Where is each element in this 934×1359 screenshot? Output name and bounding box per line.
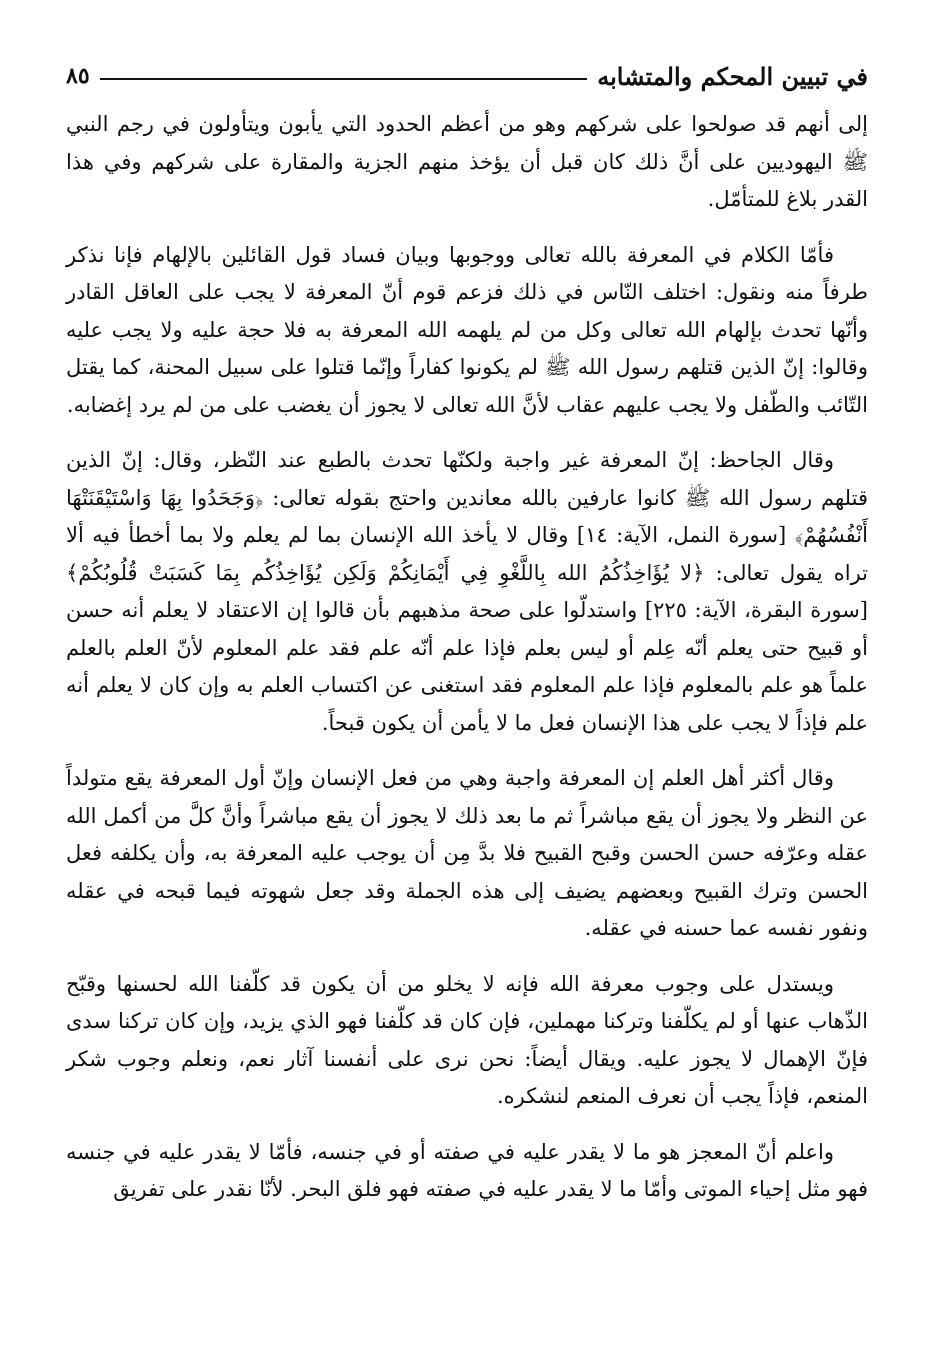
body-text	[66, 106, 868, 1209]
paragraph-2: فأمّا الكلام في المعرفة بالله تعالى ووجوبها وبيان فساد قول القائلين بالإلهام فإنا نذكر طرفاً منه ونقول: اختلف النّاس في ذلك فزعم قوم أنّ المعرفة لا يجب على العاقل القادر وأنّها تحدث بإلهام الله تعالى وكل من لم يلهمه الله المعرفة به فلا حجة عليه ولا يجب عليه وقالوا: إنّ الذين قتلهم رسول الله ﷺ لم يكونوا كفاراً وإنّما قتلوا على سبيل المحنة، كما يقتل التّائب والطّفل ولا يجب عليهم عقاب لأنَّ الله تعالى لا يجوز أن يغضب على من لم يرد إغضابه.	[66, 242, 868, 417]
paragraph-3: وقال الجاحظ: إنّ المعرفة غير واجبة ولكنّها تحدث بالطبع عند النّظر، وقال: إنّ الذين قتلهم رسول الله ﷺ كانوا عارفين بالله معاندين واحتج بقوله تعالى: ﴿وَجَحَدُوا بِهَا وَاسْتَيْقَنَتْهَا أَنْفُسُهُمْ﴾ [سورة النمل، الآية: ١٤] وقال لا يأخذ الله الإنسان بما لم يعلم ولا بما أخطأ فيه ألا تراه يقول تعالى: ﴿لا يُؤَاخِذُكُمُ الله بِاللَّغْوِ فِي أَيْمَانِكُمْ وَلَكِن يُؤَاخِذُكُم بِمَا كَسَبَتْ قُلُوبُكُمْ﴾ [سورة البقرة، الآية: ٢٢٥] واستدلّوا على صحة مذهبهم بأن قالوا إن الاعتقاد لا يعلم أنه حسن أو قبيح حتى يعلم أنّه عِلم أو ليس بعلم فإذا علم أنّه علم فقد علم المعلوم لأنّ العلم بالعلم علماً هو علم بالمعلوم فإذا علم المعلوم فقد استغنى عن اكتساب العلم به وإن كان لا يعلم أنه علم فإذاً لا يجب على هذا الإنسان فعل ما لا يأمن أن يكون قبحاً.	[66, 448, 868, 735]
header-title: في تبيين المحكم والمتشابه	[597, 61, 868, 91]
paragraph-6: واعلم أنّ المعجز هو ما لا يقدر عليه في صفته أو في جنسه، فأمّا لا يقدر عليه في جنسه فهو مثل إحياء الموتى وأمّا ما لا يقدر عليه في صفته فهو فلق البحر. لأنّا نقدر على تفريق	[66, 1139, 868, 1201]
page-number: ٨٥	[66, 63, 90, 89]
paragraph-5: ويستدل على وجوب معرفة الله فإنه لا يخلو من أن يكون قد كلّفنا الله لحسنها وقبّح الذّهاب عنها أو لم يكلّفنا وتركنا مهملين، فإن كان قد كلّفنا فهو الذي يزيد، وإن كان تركنا سدى فإنّ الإهمال لا يجوز عليه. ويقال أيضاً: نحن نرى على أنفسنا آثار نعم، ونعلم وجوب شكر المنعم، فإذاً يجب أن نعرف المنعم لنشكره.	[66, 971, 868, 1108]
running-header	[66, 56, 868, 96]
header-rule	[100, 78, 588, 80]
paragraph-4: وقال أكثر أهل العلم إن المعرفة واجبة وهي من فعل الإنسان وإنّ أول المعرفة يقع متولداً عن النظر ولا يجوز أن يقع مباشراً ثم ما بعد ذلك لا يجوز أن يقع مباشراً وأنَّ كلَّ من أكمل الله عقله وعرّفه حسن الحسن وقبح القبيح فلا بدَّ مِن أن يوجب عليه المعرفة به، وأن يكلفه فعل الحسن وترك القبيح وبعضهم يضيف إلى هذه الجملة وقد جعل شهوته فيما قبحه في عقله ونفور نفسه عما حسنه في عقله.	[66, 766, 868, 940]
paragraph-1: إلى أنهم قد صولحوا على شركهم وهو من أعظم الحدود التي يأبون ويتأولون في رجم النبي ﷺ اليهوديين على أنَّ ذلك كان قبل أن يؤخذ منهم الجزية والمقارة على شركهم وفي هذا القدر بلاغ للمتأمّل.	[66, 112, 868, 211]
